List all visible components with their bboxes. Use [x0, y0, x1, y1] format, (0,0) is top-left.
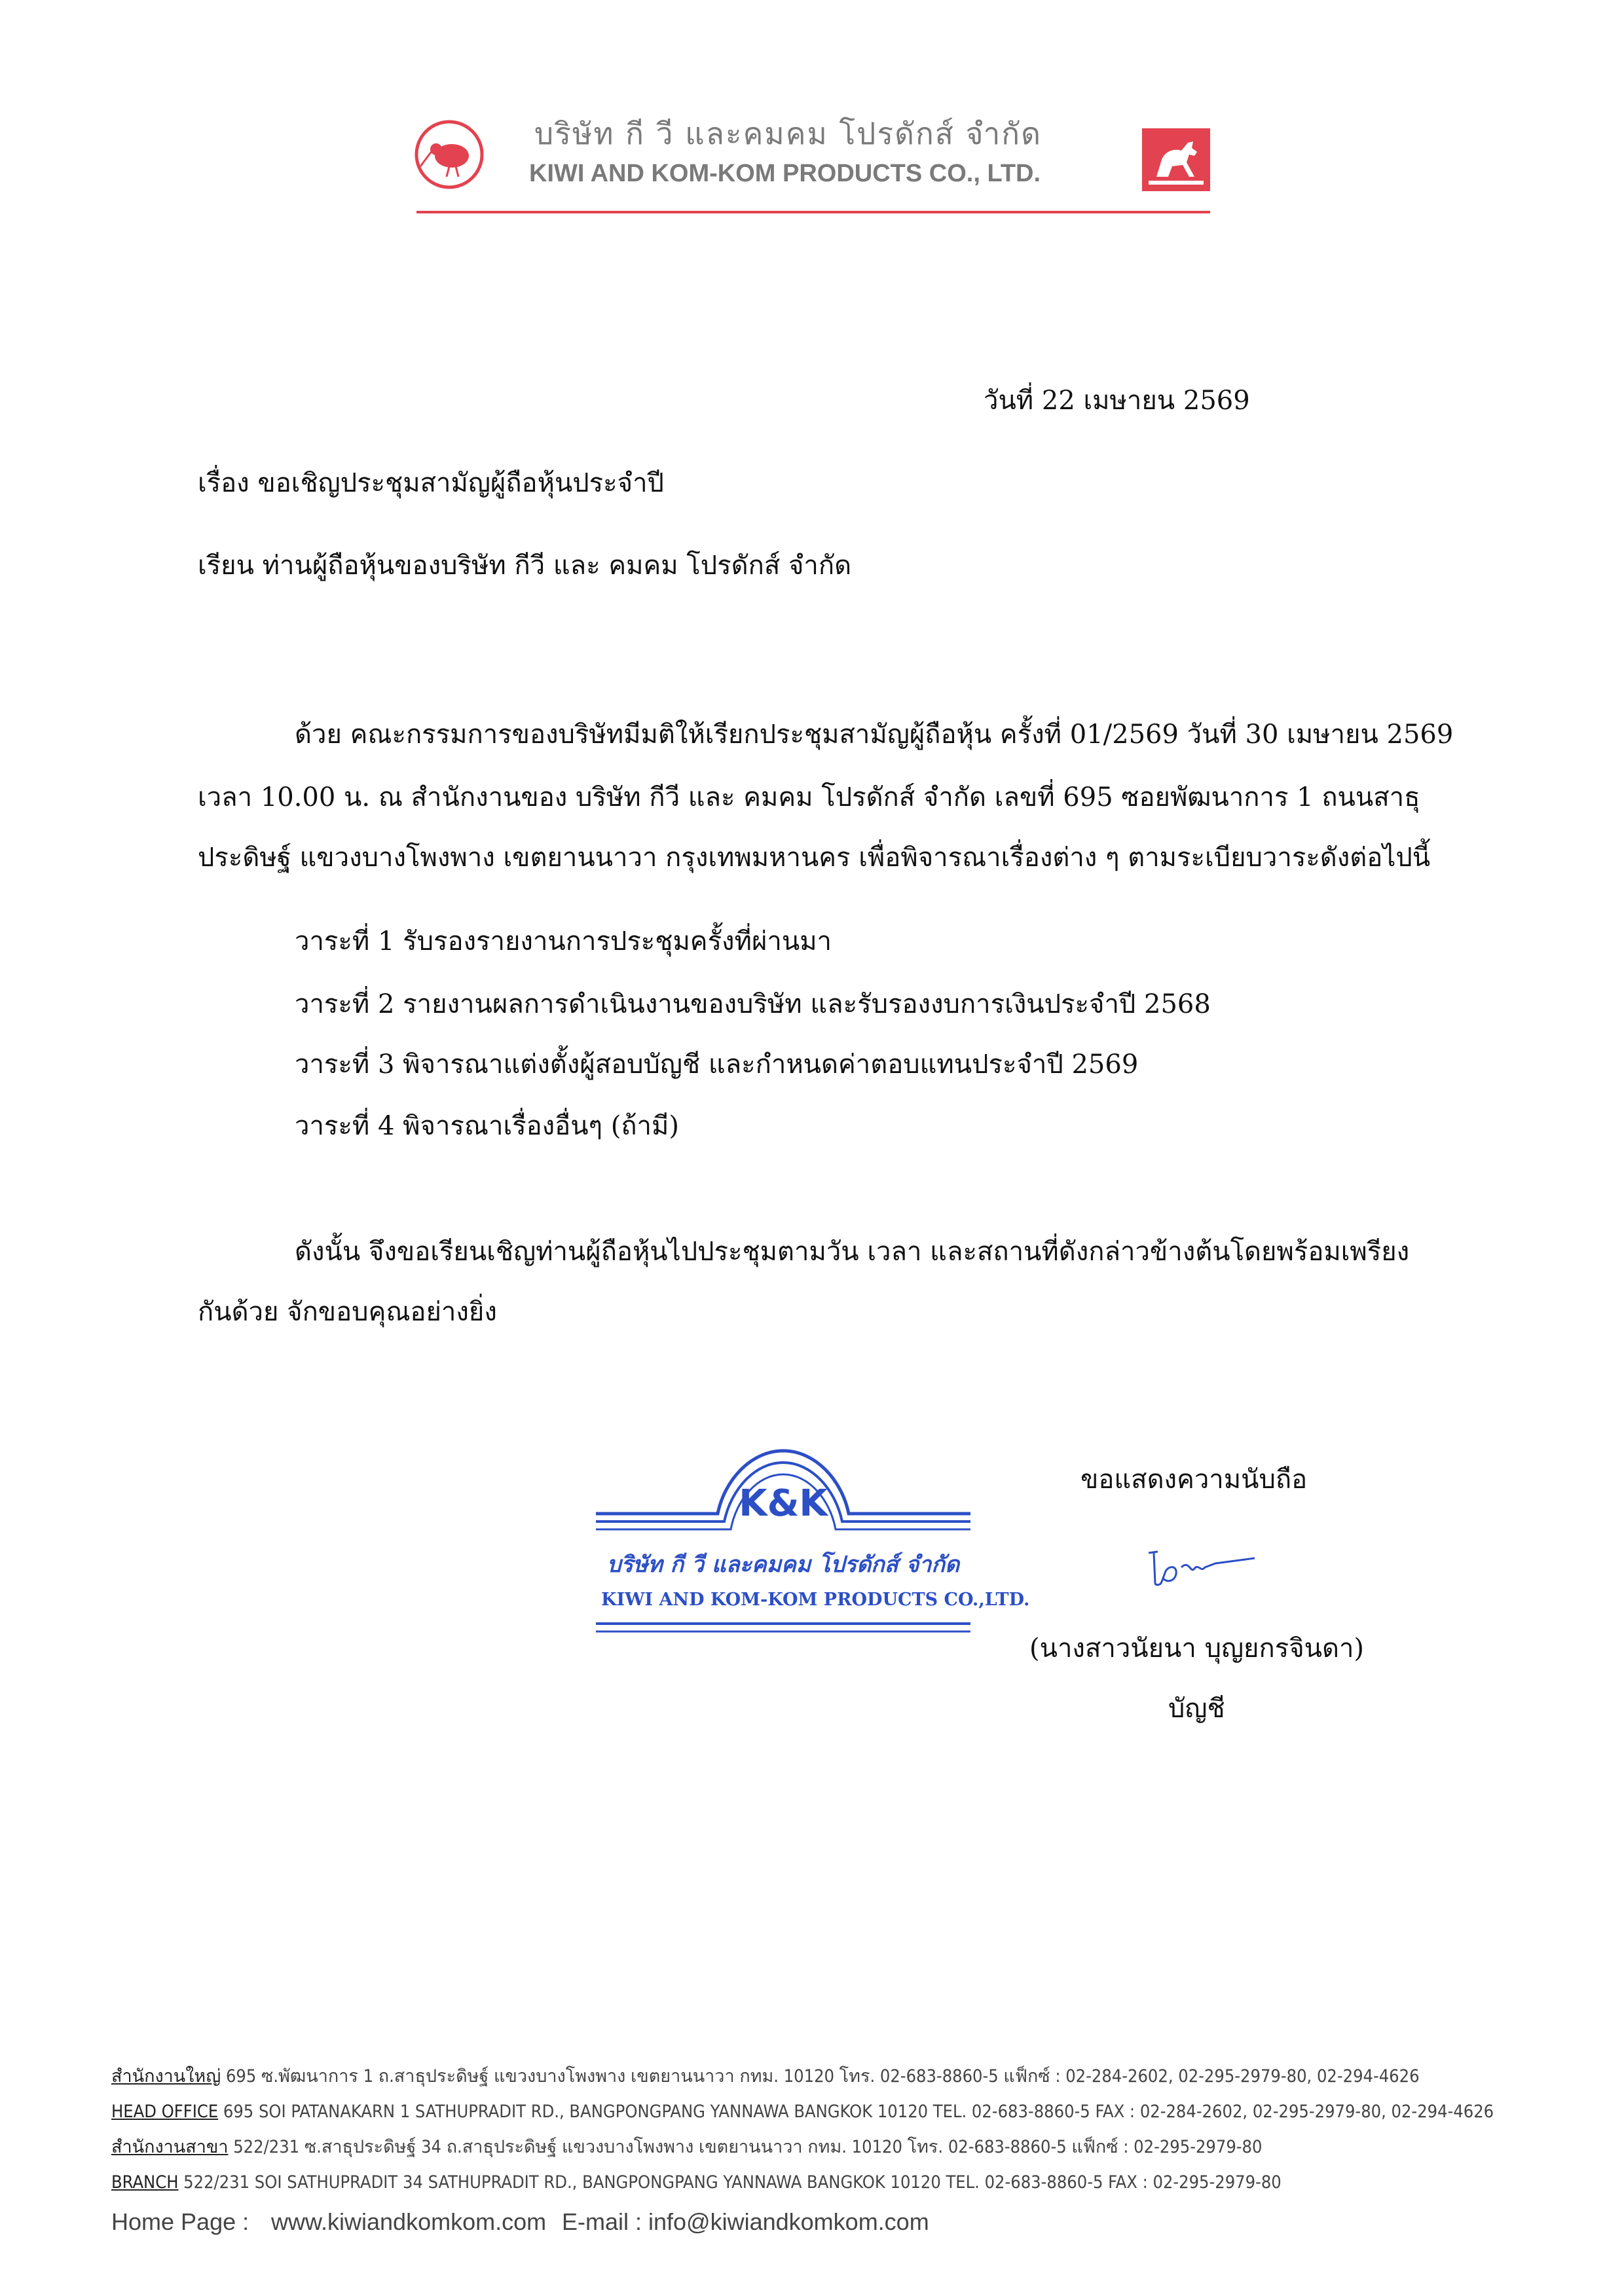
company-stamp [593, 1442, 1030, 1651]
homepage-label: Home Page : [111, 2208, 249, 2235]
closing-line: กันด้วย จักขอบคุณอย่างยิ่ง [198, 1297, 497, 1327]
agenda-item: วาระที่ 3 พิจารณาแต่งตั้งผู้สอบบัญชี และกำหนดค่าตอบแทนประจำปี 2569 [295, 1049, 1139, 1080]
email-link[interactable]: E-mail : info@kiwiandkomkom.com [562, 2208, 929, 2235]
intro-line: เวลา 10.00 น. ณ สำนักงานของ บริษัท กีวี และ คมคม โปรดักส์ จำกัด เลขที่ 695 ซอยพัฒนาการ 1 ถนนสาธุ [198, 782, 1420, 812]
agenda-item: วาระที่ 4 พิจารณาเรื่องอื่นๆ (ถ้ามี) [295, 1111, 679, 1141]
footer-head-office-thai [111, 2068, 1420, 2085]
stamp-company-english: KIWI AND KOM-KOM PRODUCTS CO.,LTD. [601, 1590, 1030, 1610]
horse-logo-icon [1142, 128, 1210, 191]
intro-line: ประดิษฐ์ แขวงบางโพงพาง เขตยานนาวา กรุงเทพมหานคร เพื่อพิจารณาเรื่องต่าง ๆ ตามระเบียบวาระดังต่อไปนี้ [198, 843, 1431, 873]
footer-label: สำนักงานใหญ่ [111, 2066, 221, 2086]
footer-text: 522/231 SOI SATHUPRADIT 34 SATHUPRADIT RD., BANGPONGPANG YANNAWA BANGKOK 10120 TEL. 02-683-8860-5 FAX : 02-295-2979-80 [178, 2172, 1282, 2193]
footer-branch-english [111, 2174, 1282, 2191]
intro-line: ด้วย คณะกรรมการของบริษัทมีมติให้เรียกประชุมสามัญผู้ถือหุ้น ครั้งที่ 01/2569 วันที่ 30 เมษายน 2569 [295, 720, 1454, 750]
letter-recipient: เรียน ท่านผู้ถือหุ้นของบริษัท กีวี และ คมคม โปรดักส์ จำกัด [198, 551, 852, 581]
closing-line: ดังนั้น จึงขอเรียนเชิญท่านผู้ถือหุ้นไปประชุมตามวัน เวลา และสถานที่ดังกล่าวข้างต้นโดยพร้อมเพรียง [295, 1237, 1410, 1267]
letter-subject: เรื่อง ขอเชิญประชุมสามัญผู้ถือหุ้นประจำปี [198, 468, 664, 498]
footer-label: HEAD OFFICE [111, 2102, 219, 2122]
letterhead-divider [416, 211, 1210, 213]
letter-date: วันที่ 22 เมษายน 2569 [984, 386, 1250, 416]
signatory-title: บัญชี [1168, 1694, 1225, 1724]
company-name-english: KIWI AND KOM-KOM PRODUCTS CO., LTD. [529, 160, 1041, 187]
signatory-name: (นางสาวนัยนา บุญยกรจินดา) [1029, 1633, 1365, 1664]
agenda-item: วาระที่ 1 รับรองรายงานการประชุมครั้งที่ผ่านมา [295, 926, 832, 957]
footer-branch-thai [111, 2138, 1262, 2156]
footer-text: 695 SOI PATANAKARN 1 SATHUPRADIT RD., BANGPONGPANG YANNAWA BANGKOK 10120 TEL. 02-683-8860-5 FAX : 02-284-2602, 02-295-2979-80, 02-294-4626 [218, 2102, 1494, 2122]
footer-label: สำนักงานสาขา [111, 2137, 229, 2157]
signature [1143, 1533, 1261, 1592]
company-name-thai: บริษัท กี วี และคมคม โปรดักส์ จำกัด [534, 116, 1042, 151]
stamp-brand: K&K [739, 1482, 828, 1525]
complimentary-close: ขอแสดงความนับถือ [1080, 1465, 1308, 1495]
footer-head-office-english [111, 2103, 1494, 2121]
homepage-link[interactable]: www.kiwiandkomkom.com [271, 2208, 547, 2235]
kiwi-bird-icon [413, 118, 486, 191]
footer-text: 695 ซ.พัฒนาการ 1 ถ.สาธุประดิษฐ์ แขวงบางโพงพาง เขตยานนาวา กทม. 10120 โทร. 02-683-8860-5 แฟ็กซ์ : 02-284-2602, 02-295-2979-80, 02-294-4626 [221, 2066, 1420, 2086]
footer-text: 522/231 ซ.สาธุประดิษฐ์ 34 ถ.สาธุประดิษฐ์ แขวงบางโพงพาง เขตยานนาวา กทม. 10120 โทร. 02-683-8860-5 แฟ็กซ์ : 02-295-2979-80 [228, 2137, 1263, 2157]
stamp-company-thai: บริษัท กี วี และคมคม โปรดักส์ จำกัด [606, 1552, 960, 1578]
footer-label: BRANCH [111, 2172, 179, 2193]
agenda-item: วาระที่ 2 รายงานผลการดำเนินงานของบริษัท และรับรองงบการเงินประจำปี 2568 [295, 989, 1211, 1019]
